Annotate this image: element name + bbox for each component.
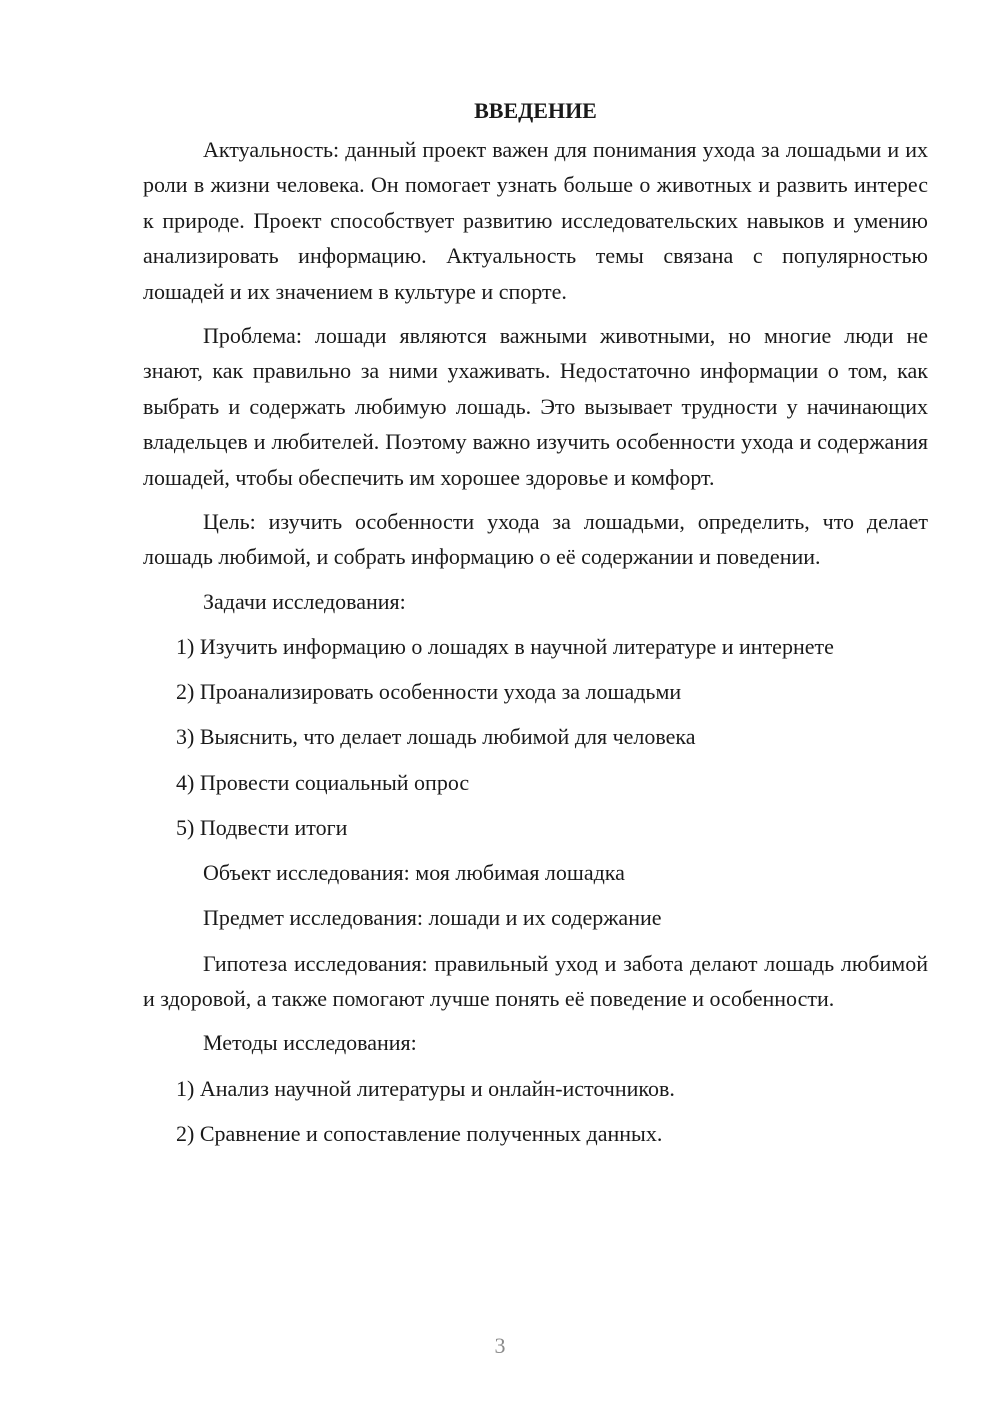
methods-heading: Методы исследования: — [203, 1030, 417, 1056]
list-item: 5) Подвести итоги — [176, 814, 348, 840]
page-title: ВВЕДЕНИЕ — [474, 98, 597, 123]
document-body — [143, 95, 928, 1161]
list-item: 2) Проанализировать особенности ухода за лошадьми — [176, 679, 682, 705]
page-number: 3 — [494, 1333, 506, 1358]
object-line: Объект исследования: моя любимая лошадка — [203, 860, 625, 886]
subject-line: Предмет исследования: лошади и их содержание — [203, 905, 662, 931]
list-item: 3) Выяснить, что делает лошадь любимой для человека — [176, 724, 696, 750]
list-item: 1) Изучить информацию о лошадях в научной литературе и интернете — [176, 634, 834, 660]
list-item: 4) Провести социальный опрос — [176, 769, 470, 795]
goal-paragraph: Цель: изучить особенности ухода за лошадьми, определить, что делает лошадь любимой, и собрать информацию о её содержании и поведении. — [143, 509, 928, 570]
tasks-list — [143, 629, 928, 845]
relevance-paragraph: Актуальность: данный проект важен для понимания ухода за лошадьми и их роли в жизни человека. Он помогает узнать больше о животных и развить интерес к природе. Проект способствует развитию исследовательских навыков и умению анализировать информацию. Актуальность темы связана с популярностью лошадей и их значением в культуре и спорте. — [143, 137, 928, 304]
methods-list — [143, 1071, 928, 1152]
hypothesis-paragraph: Гипотеза исследования: правильный уход и забота делают лошадь любимой и здоровой, а также помогают лучше понять её поведение и особенности. — [143, 950, 928, 1011]
problem-paragraph: Проблема: лошади являются важными животными, но многие люди не знают, как правильно за ними ухаживать. Недостаточно информации о том, как выбрать и содержать любимую лошадь. Это вызывает трудности у начинающих владельцев и любителей. Поэтому важно изучить особенности ухода и содержания лошадей, чтобы обеспечить им хорошее здоровье и комфорт. — [143, 323, 928, 490]
tasks-heading: Задачи исследования: — [203, 588, 406, 614]
list-item: 1) Анализ научной литературы и онлайн-источников. — [176, 1075, 675, 1101]
list-item: 2) Сравнение и сопоставление полученных данных. — [176, 1120, 663, 1146]
